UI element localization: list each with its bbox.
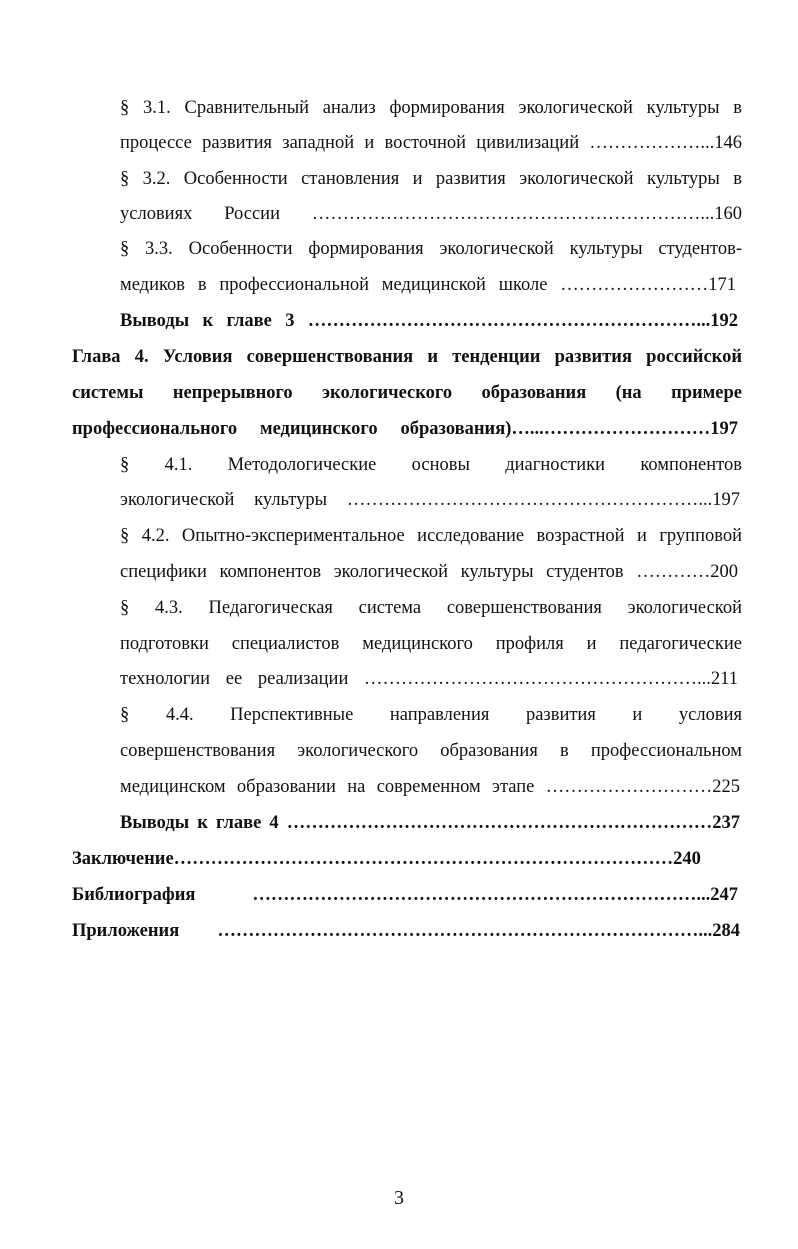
toc-entry-4-1-line-2: экологической культуры …………………………………………………...197: [120, 490, 740, 510]
toc-entry-4-3-line-3: технологии ее реализации ………………………………………………...211: [120, 669, 738, 689]
toc-chapter-4-title-line-2: системы непрерывного экологического образования (на примере: [72, 383, 742, 403]
toc-chapter-4-conclusions: Выводы к главе 4 ……………………………………………………………237: [120, 813, 740, 833]
toc-entry-4-4-line-2: совершенствования экологического образования в профессиональном: [120, 741, 742, 761]
toc-entry-4-3-line-1: § 4.3. Педагогическая система совершенствования экологической: [120, 598, 742, 618]
toc-appendices: Приложения ……………………………………………………………………...284: [72, 921, 740, 941]
toc-entry-3-1-line-1: § 3.1. Сравнительный анализ формирования экологической культуры в: [120, 98, 742, 118]
toc-entry-3-2-line-2: условиях России ………………………………………………………...160: [120, 204, 742, 224]
toc-entry-3-3-line-1: § 3.3. Особенности формирования экологической культуры студентов-: [120, 239, 742, 259]
toc-bibliography: Библиография ………………………………………………………………...247: [72, 885, 738, 905]
page-number: 3: [394, 1187, 404, 1209]
toc-entry-4-4-line-1: § 4.4. Перспективные направления развития и условия: [120, 705, 742, 725]
toc-conclusion: Заключение………………………………………………………………………240: [72, 849, 701, 869]
toc-chapter-3-conclusions: Выводы к главе 3 ………………………………………………………...192: [120, 311, 738, 331]
toc-chapter-4-title-line-1: Глава 4. Условия совершенствования и тенденции развития российской: [72, 347, 742, 367]
toc-entry-4-2-line-1: § 4.2. Опытно-экспериментальное исследование возрастной и групповой: [120, 526, 742, 546]
toc-entry-3-3-line-2: медиков в профессиональной медицинской школе ……………………171: [120, 275, 736, 295]
toc-entry-3-2-line-1: § 3.2. Особенности становления и развития экологической культуры в: [120, 169, 742, 189]
toc-entry-4-1-line-1: § 4.1. Методологические основы диагностики компонентов: [120, 455, 742, 475]
toc-entry-3-1-line-2: процессе развития западной и восточной цивилизаций ………………...146: [120, 133, 742, 153]
toc-entry-4-3-line-2: подготовки специалистов медицинского профиля и педагогические: [120, 634, 742, 654]
toc-chapter-4-title-line-3: профессионального медицинского образования)…...………………………197: [72, 419, 738, 439]
toc-entry-4-4-line-3: медицинском образовании на современном этапе ………………………225: [120, 777, 740, 797]
toc-entry-4-2-line-2: специфики компонентов экологической культуры студентов …………200: [120, 562, 738, 582]
